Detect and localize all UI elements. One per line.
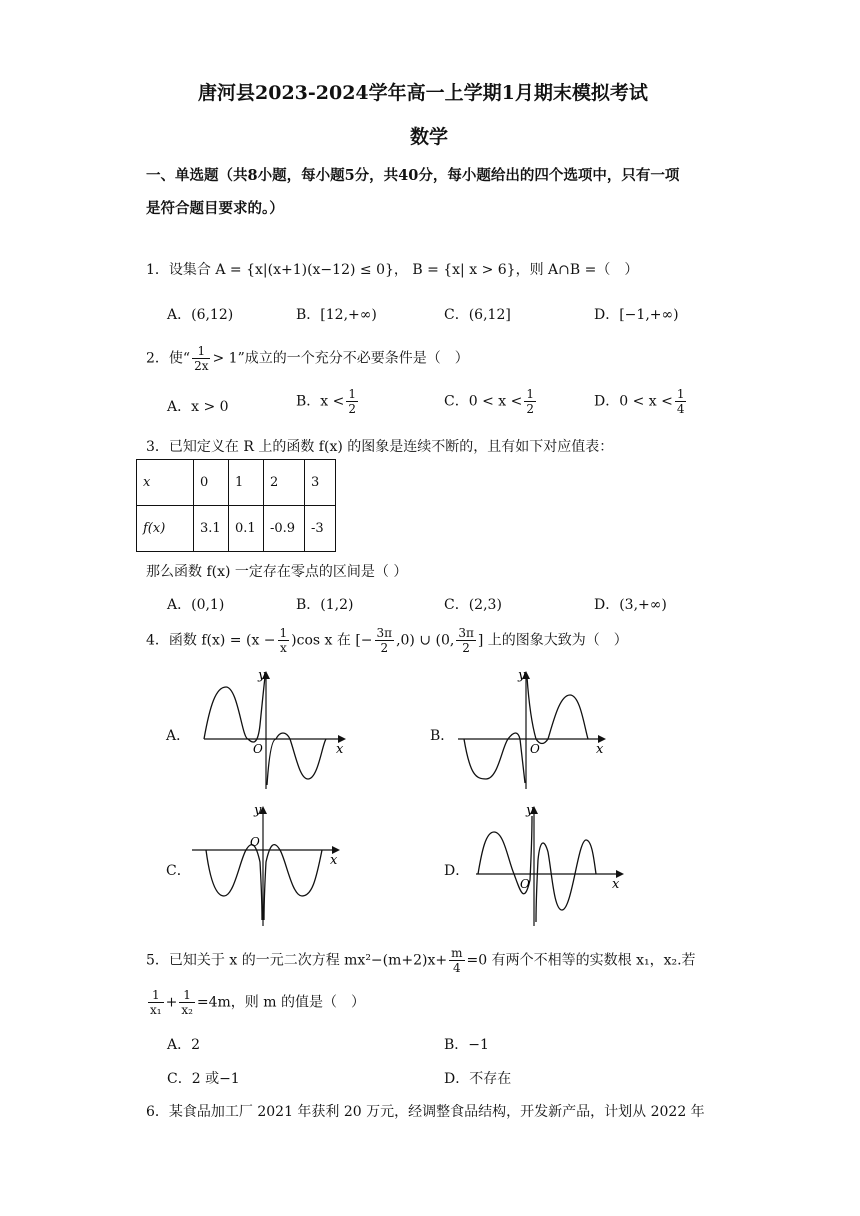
q4-label-d: D． [444,863,470,879]
q5-option-c: C．2 或−1 [167,1071,240,1087]
svg-text:x: x [596,742,604,757]
svg-text:O: O [530,742,540,756]
q4-label-a: A． [166,728,191,744]
q5-line2: $\frac{1}{\text{x₁}}$ + $\frac{1}{\text{x₂}}$ =4m，则 m 的值是（ ） [150,988,365,1017]
q2-prefix: 2．使“ [146,350,191,367]
q6-stem: 6．某食品加工厂 2021 年获利 20 万元，经调整食品结构，开发新产品，计划从 2022 年 [146,1104,705,1120]
q3-option-a: A．(0,1) [167,597,225,613]
q1-option-d: D．[−1,+∞) [594,307,679,323]
svg-text:y: y [258,668,266,683]
q4-stem: 4．函数 f(x) = (x − $\frac{1}{x}$ )cos x 在 [− $\frac{3\pi}{2}$ ,0) ∪ (0, $\frac{3\pi}{2}$ ] 上的图象大致为（ ） [146,626,628,655]
q2-option-a: A．x > 0 [167,399,229,415]
q2-option-c: C．0 < x < $\frac{1}{2}$ [444,387,534,416]
q4-graph-b [456,665,616,795]
svg-text:O: O [250,835,260,849]
q5-option-d: D．不存在 [444,1071,512,1087]
table-row: x 0 1 2 3 [137,460,336,506]
q1-option-a: A．(6,12) [167,307,234,323]
q3-value-table [136,459,336,552]
q2-fraction: $\frac{1}{2x}$ [194,344,209,373]
svg-text:y: y [526,803,534,818]
q4-graph-d [474,800,634,930]
q3-option-b: B．(1,2) [296,597,354,613]
svg-text:y: y [254,803,262,818]
q2-suffix: > 1”成立的一个充分不必要条件是（ ） [212,350,469,367]
svg-text:x: x [612,877,620,892]
q1-option-c: C．(6,12] [444,307,511,323]
q5-option-a: A．2 [167,1037,201,1053]
q5-line1: 5．已知关于 x 的一元二次方程 mx²−(m+2)x+ $\frac{m}{4}$ =0 有两个不相等的实数根 x₁，x₂.若 [146,946,696,975]
subject-title: 数学 [410,126,449,148]
q5-option-b: B．−1 [444,1037,489,1053]
q1-option-b: B．[12,+∞) [296,307,377,323]
q2-option-b: B．x < $\frac{1}{2}$ [296,387,357,416]
q1-stem: 1．设集合 A = {x|(x+1)(x−12) ≤ 0}， B = {x| x > 6}，则 A∩B =（ ） [146,262,639,278]
svg-text:x: x [330,853,338,868]
svg-text:O: O [520,877,530,891]
table-row: f(x) 3.1 0.1 -0.9 -3 [137,506,336,552]
q3-follow: 那么函数 f(x) 一定存在零点的区间是（ ） [146,564,408,580]
q3-option-c: C．(2,3) [444,597,502,613]
section-heading-line1: 一、单选题（共8小题，每小题5分，共40分，每小题给出的四个选项中，只有一项 [146,167,680,184]
q2-option-d: D．0 < x < $\frac{1}{4}$ [594,387,685,416]
q4-label-b: B． [430,728,455,744]
q3-stem: 3．已知定义在 R 上的函数 f(x) 的图象是连续不断的，且有如下对应值表： [146,439,614,455]
svg-text:y: y [518,668,526,683]
q4-label-c: C． [166,863,191,879]
svg-text:O: O [253,742,263,756]
svg-text:x: x [336,742,344,757]
section-heading-line2: 是符合题目要求的。） [146,200,284,217]
q3-option-d: D．(3,+∞) [594,597,667,613]
q4-graph-c [190,800,350,930]
q2-stem [146,344,469,373]
exam-title: 唐河县2023-2024学年高一上学期1月期末模拟考试 [198,82,648,104]
q4-graph-a [196,665,356,795]
